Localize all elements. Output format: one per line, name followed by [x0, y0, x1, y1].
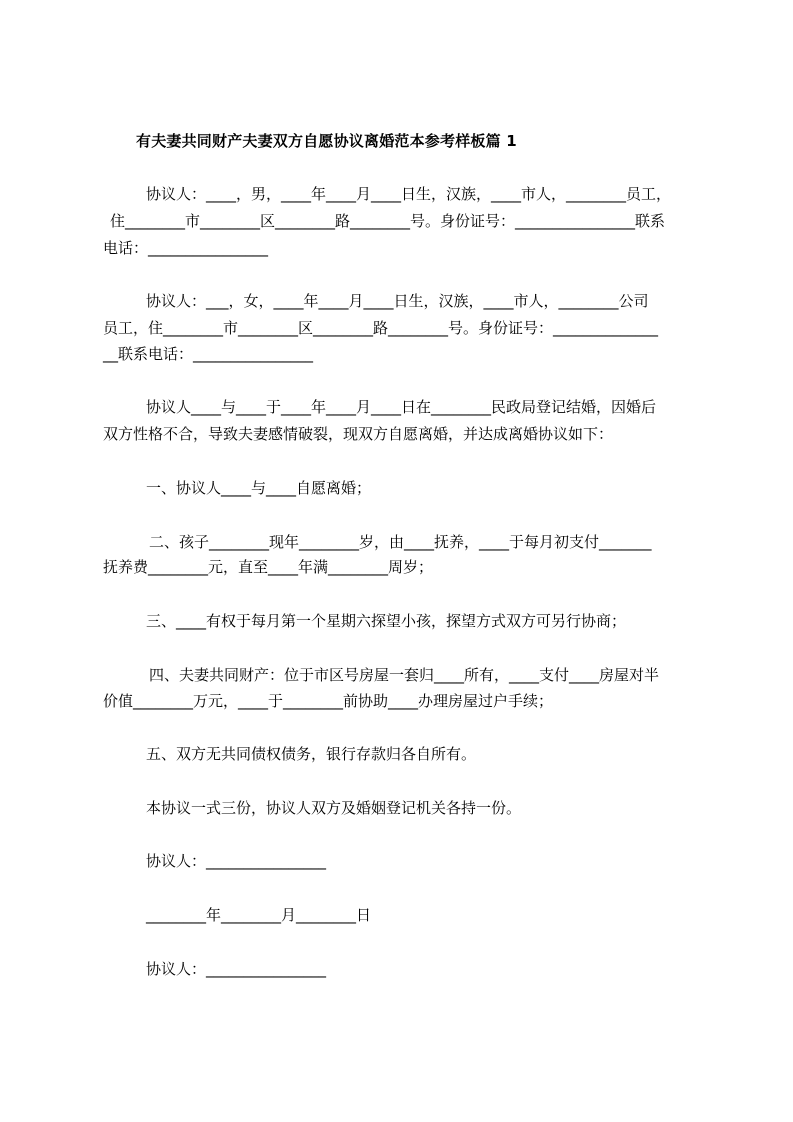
- clause-1-line-1: 一、协议人____与____自愿离婚；: [146, 479, 372, 497]
- clause-3-line-1: 三、____有权于每月第一个星期六探望小孩，探望方式双方可另行协商；: [146, 612, 627, 630]
- clause-4-line-1: 四、夫妻共同财产：位于市区号房屋一套归____所有，____支付____房屋对半: [149, 666, 660, 684]
- party-2-line-2: 员工，住________市________区________路________号。身份证号：______________: [103, 319, 659, 337]
- clause-4-line-2: 价值________万元，____于________前协助____办理房屋过户手续；: [103, 692, 554, 710]
- document-title: 有夫妻共同财产夫妻双方自愿协议离婚范本参考样板篇 1: [136, 132, 517, 150]
- marriage-statement-line-1: 协议人____与____于____年____月____日在________民政局登记结婚，因婚后: [146, 398, 657, 416]
- clause-2-line-1: 二、孩子________现年________岁，由____抚养，____于每月初支付_______: [149, 533, 652, 551]
- party-2-line-3: __联系电话：________________: [103, 345, 314, 363]
- clause-2-line-2: 抚养费________元，直至____年满________周岁；: [103, 558, 434, 576]
- party-1-line-2: 住________市________区________路________号。身份证号：________________联系: [110, 212, 666, 230]
- party-1-line-1: 协议人：____，男，____年____月____日生，汉族，____市人，________员工，: [146, 185, 672, 203]
- copies-line-1: 本协议一式三份，协议人双方及婚姻登记机关各持一份。: [146, 799, 522, 817]
- party-2-line-1: 协议人：___，女，____年____月____日生，汉族，____市人，________公司: [146, 292, 649, 310]
- signature-2-line: 协议人：________________: [146, 960, 327, 978]
- date-line: ________年________月________日: [146, 906, 372, 924]
- signature-1-line: 协议人：________________: [146, 852, 327, 870]
- marriage-statement-line-2: 双方性格不合，导致夫妻感情破裂，现双方自愿离婚，并达成离婚协议如下：: [103, 425, 614, 443]
- party-1-line-3: 电话：________________: [103, 239, 269, 257]
- clause-5-line-1: 五、双方无共同债权债务，银行存款归各自所有。: [146, 745, 477, 763]
